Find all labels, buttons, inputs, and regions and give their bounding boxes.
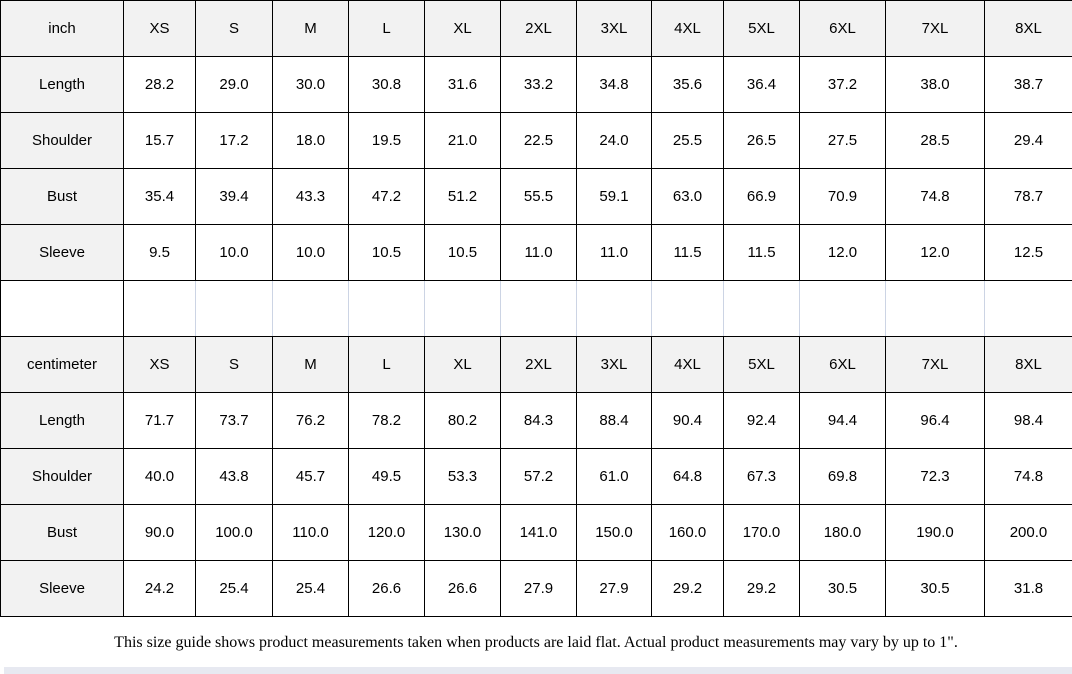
size-header-cell: 2XL xyxy=(501,1,577,57)
measurement-value-cell: 24.2 xyxy=(124,561,196,617)
measurement-value-cell: 130.0 xyxy=(425,505,501,561)
measurement-value-cell: 10.0 xyxy=(273,225,349,281)
measurement-value-cell: 43.8 xyxy=(196,449,273,505)
measurement-value-cell: 28.2 xyxy=(124,57,196,113)
measurement-value-cell: 18.0 xyxy=(273,113,349,169)
measurement-value-cell: 63.0 xyxy=(652,169,724,225)
measurement-value-cell: 19.5 xyxy=(349,113,425,169)
measurement-value-cell: 110.0 xyxy=(273,505,349,561)
measurement-row xyxy=(1,505,1072,561)
spacer-cell xyxy=(985,281,1072,337)
measurement-value-cell: 59.1 xyxy=(577,169,652,225)
measurement-value-cell: 70.9 xyxy=(800,169,886,225)
size-header-cell: L xyxy=(349,1,425,57)
size-header-cell: XS xyxy=(124,337,196,393)
measurement-value-cell: 84.3 xyxy=(501,393,577,449)
measurement-value-cell: 88.4 xyxy=(577,393,652,449)
measurement-value-cell: 11.5 xyxy=(724,225,800,281)
measurement-value-cell: 39.4 xyxy=(196,169,273,225)
measurement-value-cell: 57.2 xyxy=(501,449,577,505)
measurement-value-cell: 200.0 xyxy=(985,505,1072,561)
measurement-value-cell: 61.0 xyxy=(577,449,652,505)
row-label-cell: Sleeve xyxy=(1,561,124,617)
size-header-cell: L xyxy=(349,337,425,393)
row-label-cell: Length xyxy=(1,393,124,449)
measurement-value-cell: 170.0 xyxy=(724,505,800,561)
size-header-cell: 7XL xyxy=(886,1,985,57)
measurement-value-cell: 24.0 xyxy=(577,113,652,169)
measurement-value-cell: 35.4 xyxy=(124,169,196,225)
measurement-value-cell: 36.4 xyxy=(724,57,800,113)
measurement-value-cell: 29.0 xyxy=(196,57,273,113)
size-header-cell: 8XL xyxy=(985,337,1072,393)
measurement-value-cell: 190.0 xyxy=(886,505,985,561)
size-header-cell: M xyxy=(273,337,349,393)
measurement-value-cell: 78.2 xyxy=(349,393,425,449)
spacer-cell xyxy=(800,281,886,337)
footer-note-area xyxy=(0,617,1072,674)
row-label-cell: Length xyxy=(1,57,124,113)
measurement-value-cell: 47.2 xyxy=(349,169,425,225)
measurement-value-cell: 141.0 xyxy=(501,505,577,561)
row-label-cell: Bust xyxy=(1,505,124,561)
measurement-value-cell: 78.7 xyxy=(985,169,1072,225)
size-header-cell: 6XL xyxy=(800,337,886,393)
measurement-row xyxy=(1,561,1072,617)
bottom-strip xyxy=(4,667,1072,674)
spacer-cell xyxy=(349,281,425,337)
measurement-value-cell: 11.0 xyxy=(501,225,577,281)
measurement-value-cell: 27.9 xyxy=(577,561,652,617)
size-header-cell: 3XL xyxy=(577,337,652,393)
measurement-value-cell: 9.5 xyxy=(124,225,196,281)
measurement-value-cell: 100.0 xyxy=(196,505,273,561)
measurement-value-cell: 31.8 xyxy=(985,561,1072,617)
size-header-cell: 3XL xyxy=(577,1,652,57)
measurement-value-cell: 55.5 xyxy=(501,169,577,225)
measurement-value-cell: 12.0 xyxy=(886,225,985,281)
size-header-cell: XL xyxy=(425,1,501,57)
measurement-value-cell: 80.2 xyxy=(425,393,501,449)
spacer-cell xyxy=(196,281,273,337)
measurement-value-cell: 30.0 xyxy=(273,57,349,113)
size-header-cell: 2XL xyxy=(501,337,577,393)
measurement-row xyxy=(1,169,1072,225)
row-label-cell: Shoulder xyxy=(1,113,124,169)
row-label-cell: Bust xyxy=(1,169,124,225)
measurement-value-cell: 26.6 xyxy=(349,561,425,617)
measurement-value-cell: 12.0 xyxy=(800,225,886,281)
spacer-cell xyxy=(724,281,800,337)
size-header-cell: 5XL xyxy=(724,1,800,57)
measurement-value-cell: 96.4 xyxy=(886,393,985,449)
measurement-row xyxy=(1,225,1072,281)
size-header-cell: M xyxy=(273,1,349,57)
measurement-value-cell: 69.8 xyxy=(800,449,886,505)
measurement-value-cell: 26.5 xyxy=(724,113,800,169)
measurement-value-cell: 30.5 xyxy=(800,561,886,617)
measurement-value-cell: 29.4 xyxy=(985,113,1072,169)
spacer-cell xyxy=(124,281,196,337)
measurement-value-cell: 25.4 xyxy=(196,561,273,617)
measurement-value-cell: 15.7 xyxy=(124,113,196,169)
measurement-value-cell: 49.5 xyxy=(349,449,425,505)
spacer-row xyxy=(1,281,1072,337)
spacer-cell xyxy=(886,281,985,337)
measurement-value-cell: 12.5 xyxy=(985,225,1072,281)
measurement-value-cell: 38.0 xyxy=(886,57,985,113)
measurement-value-cell: 180.0 xyxy=(800,505,886,561)
measurement-value-cell: 150.0 xyxy=(577,505,652,561)
measurement-value-cell: 160.0 xyxy=(652,505,724,561)
measurement-value-cell: 29.2 xyxy=(724,561,800,617)
size-header-cell: 7XL xyxy=(886,337,985,393)
measurement-value-cell: 33.2 xyxy=(501,57,577,113)
unit-label-cell: centimeter xyxy=(1,337,124,393)
measurement-value-cell: 29.2 xyxy=(652,561,724,617)
measurement-value-cell: 43.3 xyxy=(273,169,349,225)
measurement-value-cell: 66.9 xyxy=(724,169,800,225)
spacer-cell xyxy=(1,281,124,337)
measurement-value-cell: 26.6 xyxy=(425,561,501,617)
row-label-cell: Sleeve xyxy=(1,225,124,281)
spacer-cell xyxy=(501,281,577,337)
measurement-row xyxy=(1,393,1072,449)
measurement-value-cell: 74.8 xyxy=(886,169,985,225)
size-header-cell: 8XL xyxy=(985,1,1072,57)
size-header-cell: S xyxy=(196,337,273,393)
row-label-cell: Shoulder xyxy=(1,449,124,505)
measurement-value-cell: 120.0 xyxy=(349,505,425,561)
measurement-value-cell: 10.0 xyxy=(196,225,273,281)
size-header-cell: 4XL xyxy=(652,1,724,57)
footer-note: This size guide shows product measurements taken when products are laid flat. Actual product measurements may vary by up to 1". xyxy=(114,634,958,651)
spacer-cell xyxy=(425,281,501,337)
section-header-row xyxy=(1,337,1072,393)
measurement-value-cell: 90.0 xyxy=(124,505,196,561)
measurement-value-cell: 17.2 xyxy=(196,113,273,169)
measurement-value-cell: 51.2 xyxy=(425,169,501,225)
measurement-value-cell: 30.8 xyxy=(349,57,425,113)
measurement-value-cell: 53.3 xyxy=(425,449,501,505)
measurement-value-cell: 31.6 xyxy=(425,57,501,113)
measurement-value-cell: 38.7 xyxy=(985,57,1072,113)
measurement-row xyxy=(1,57,1072,113)
measurement-value-cell: 27.9 xyxy=(501,561,577,617)
measurement-value-cell: 11.0 xyxy=(577,225,652,281)
measurement-value-cell: 67.3 xyxy=(724,449,800,505)
spacer-cell xyxy=(652,281,724,337)
measurement-value-cell: 45.7 xyxy=(273,449,349,505)
measurement-value-cell: 73.7 xyxy=(196,393,273,449)
spacer-cell xyxy=(577,281,652,337)
size-header-cell: S xyxy=(196,1,273,57)
size-header-cell: XL xyxy=(425,337,501,393)
size-header-cell: XS xyxy=(124,1,196,57)
measurement-value-cell: 25.5 xyxy=(652,113,724,169)
measurement-value-cell: 74.8 xyxy=(985,449,1072,505)
measurement-value-cell: 76.2 xyxy=(273,393,349,449)
size-header-cell: 6XL xyxy=(800,1,886,57)
measurement-value-cell: 72.3 xyxy=(886,449,985,505)
size-header-cell: 5XL xyxy=(724,337,800,393)
measurement-value-cell: 35.6 xyxy=(652,57,724,113)
spacer-cell xyxy=(273,281,349,337)
measurement-value-cell: 22.5 xyxy=(501,113,577,169)
measurement-value-cell: 64.8 xyxy=(652,449,724,505)
measurement-value-cell: 71.7 xyxy=(124,393,196,449)
measurement-value-cell: 25.4 xyxy=(273,561,349,617)
measurement-value-cell: 21.0 xyxy=(425,113,501,169)
measurement-value-cell: 28.5 xyxy=(886,113,985,169)
measurement-value-cell: 10.5 xyxy=(349,225,425,281)
measurement-value-cell: 10.5 xyxy=(425,225,501,281)
measurement-value-cell: 11.5 xyxy=(652,225,724,281)
measurement-value-cell: 27.5 xyxy=(800,113,886,169)
section-header-row xyxy=(1,1,1072,57)
measurement-value-cell: 94.4 xyxy=(800,393,886,449)
measurement-row xyxy=(1,113,1072,169)
measurement-value-cell: 90.4 xyxy=(652,393,724,449)
measurement-value-cell: 34.8 xyxy=(577,57,652,113)
measurement-value-cell: 40.0 xyxy=(124,449,196,505)
unit-label-cell: inch xyxy=(1,1,124,57)
measurement-value-cell: 92.4 xyxy=(724,393,800,449)
measurement-value-cell: 30.5 xyxy=(886,561,985,617)
measurement-value-cell: 98.4 xyxy=(985,393,1072,449)
measurement-value-cell: 37.2 xyxy=(800,57,886,113)
size-header-cell: 4XL xyxy=(652,337,724,393)
measurement-row xyxy=(1,449,1072,505)
